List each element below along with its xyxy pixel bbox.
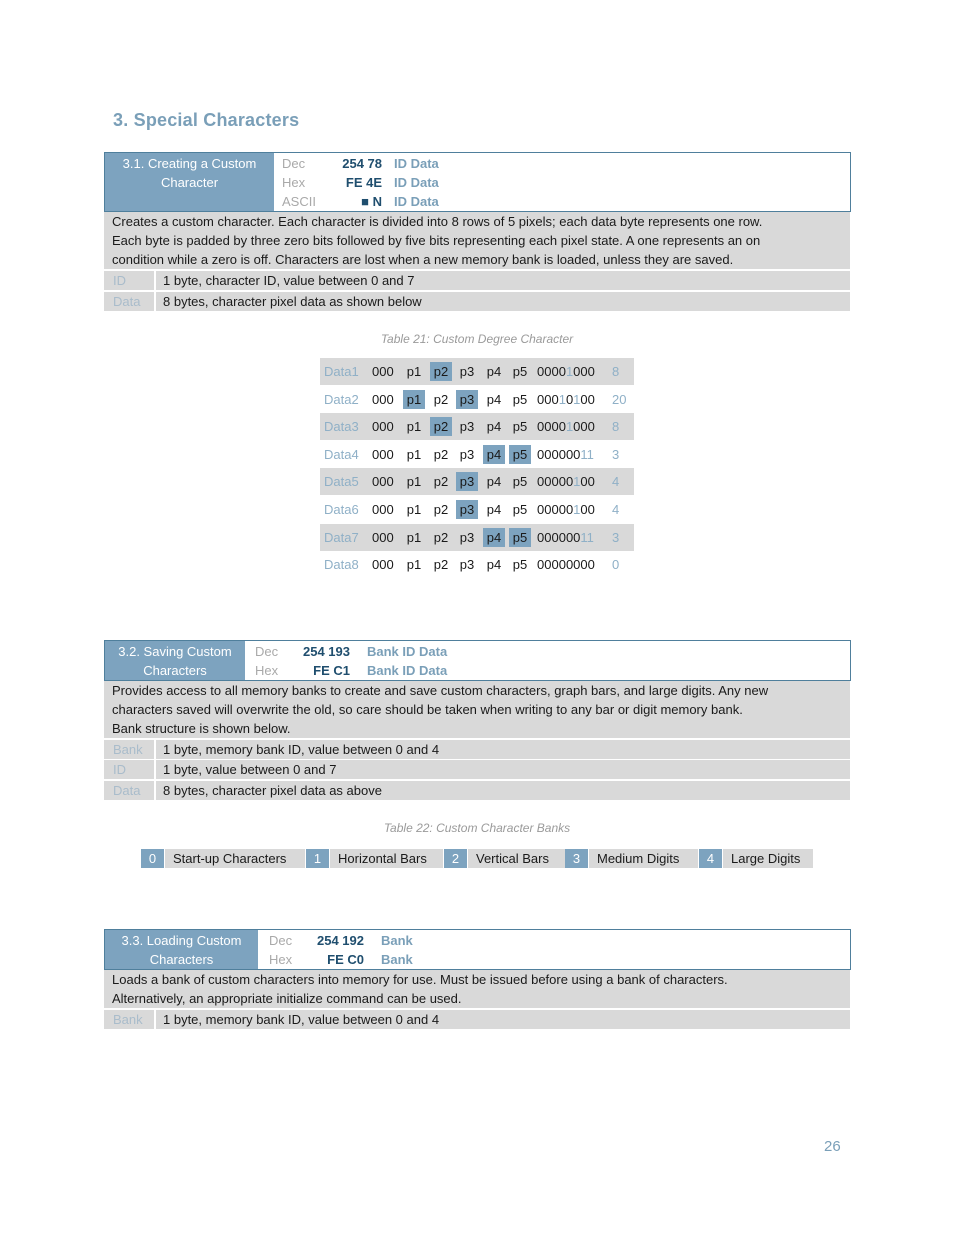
bank-id: 3 — [565, 849, 588, 868]
command-title-line-1: 3.3. Loading Custom — [121, 933, 242, 948]
hex-label: Hex — [255, 663, 279, 678]
padding-bits: 000 — [372, 446, 394, 462]
param-name: Data — [113, 783, 141, 798]
hex-label: Hex — [269, 952, 293, 967]
dec-label: Dec — [282, 156, 306, 171]
ascii-value: ■ N — [361, 194, 382, 209]
pixel-cell: p2 — [433, 391, 449, 407]
decimal-value: 3 — [612, 529, 620, 545]
dec-params: ID Data — [394, 156, 439, 171]
pixel-cell: p5 — [512, 502, 528, 517]
padding-bits: 000 — [372, 391, 394, 407]
pixel-cell: p1 — [406, 502, 422, 517]
row-name: Data4 — [324, 446, 359, 462]
table-22-caption: Table 22: Custom Character Banks — [383, 821, 571, 835]
command-description — [104, 212, 850, 269]
bank-name: Large Digits — [723, 849, 813, 868]
dec-params: Bank — [381, 933, 413, 948]
hex-value: FE C0 — [327, 952, 364, 967]
table-row — [320, 413, 634, 440]
pixel-cell: p2 — [433, 502, 449, 517]
pixel-cell: p2 — [430, 417, 452, 436]
padding-bits: 000 — [372, 502, 394, 517]
param-desc: 1 byte, memory bank ID, value between 0 and 4 — [163, 742, 440, 757]
ascii-label: ASCII — [282, 194, 316, 209]
pixel-cell: p3 — [456, 500, 478, 519]
bank-name: Start-up Characters — [165, 849, 305, 868]
param-name: Bank — [113, 1012, 143, 1027]
description-line: Creates a custom character. Each character is divided into 8 rows of 5 pixels; each data byte represents one row. — [112, 214, 763, 229]
pixel-cell: p1 — [406, 557, 422, 573]
pixel-cell: p5 — [512, 391, 528, 407]
pixel-cell: p5 — [512, 364, 528, 379]
param-desc: 1 byte, value between 0 and 7 — [163, 762, 337, 777]
description-line: Alternatively, an appropriate initialize command can be used. — [112, 991, 462, 1006]
pixel-cell: p2 — [433, 446, 449, 462]
hex-params: Bank — [381, 952, 413, 967]
table-row — [320, 524, 634, 551]
command-title — [105, 930, 258, 969]
bank-id: 1 — [306, 849, 329, 868]
padding-bits: 000 — [372, 364, 394, 379]
param-desc: 1 byte, character ID, value between 0 and 7 — [163, 273, 415, 288]
pixel-cell: p3 — [459, 419, 475, 435]
bank-id: 4 — [699, 849, 722, 868]
param-row-id — [104, 271, 850, 290]
decimal-value: 4 — [612, 474, 620, 490]
row-name: Data3 — [324, 419, 359, 435]
pixel-cell: p1 — [406, 419, 422, 435]
pixel-cell: p3 — [459, 364, 475, 379]
decimal-value: 3 — [612, 446, 620, 462]
pixel-cell: p2 — [433, 529, 449, 545]
param-row-data — [104, 781, 850, 800]
padding-bits: 000 — [372, 419, 394, 435]
table-21-caption: Table 21: Custom Degree Character — [380, 332, 574, 346]
param-row-bank — [104, 1010, 850, 1029]
binary-value: 00000011 — [537, 529, 594, 545]
pixel-cell: p2 — [433, 474, 449, 490]
description-line: Loads a bank of custom characters into memory for use. Must be issued before using a bank of characters. — [112, 972, 728, 987]
pixel-cell: p4 — [486, 557, 502, 573]
pixel-cell: p1 — [406, 529, 422, 545]
pixel-cell: p5 — [512, 557, 528, 573]
description-line: Provides access to all memory banks to create and save custom characters, graph bars, and large digits. Any new — [112, 683, 769, 698]
binary-value: 00000100 — [537, 502, 595, 517]
hex-label: Hex — [282, 175, 306, 190]
ascii-params: ID Data — [394, 194, 439, 209]
description-line: Bank structure is shown below. — [112, 721, 291, 736]
bank-name: Horizontal Bars — [330, 849, 443, 868]
dec-value: 254 193 — [303, 644, 350, 659]
bank-name: Vertical Bars — [468, 849, 565, 868]
binary-value: 00001000 — [537, 419, 595, 435]
pixel-cell: p2 — [433, 557, 449, 573]
pixel-cell: p4 — [483, 445, 505, 464]
pixel-cell: p4 — [486, 474, 502, 490]
description-line: condition while a zero is off. Characters are lost when a new memory bank is loaded, unless they are saved. — [112, 252, 734, 267]
command-title — [105, 153, 274, 211]
pixel-cell: p3 — [459, 446, 475, 462]
command-header-3-3 — [104, 929, 851, 970]
command-description — [104, 970, 850, 1008]
pixel-cell: p4 — [486, 502, 502, 517]
bank-id: 2 — [444, 849, 467, 868]
dec-params: Bank ID Data — [367, 644, 448, 659]
pixel-cell: p4 — [486, 364, 502, 379]
decimal-value: 0 — [612, 557, 620, 573]
command-title-line-1: 3.1. Creating a Custom — [122, 156, 257, 171]
pixel-cell: p1 — [406, 474, 422, 490]
pixel-cell: p4 — [486, 391, 502, 407]
command-title-line-2: Characters — [149, 952, 214, 967]
command-title-line-1: 3.2. Saving Custom — [118, 644, 232, 659]
table-row — [320, 441, 634, 468]
row-name: Data6 — [324, 502, 359, 517]
pixel-cell: p5 — [509, 445, 531, 464]
binary-value: 00000100 — [537, 474, 595, 490]
decimal-value: 8 — [612, 419, 620, 435]
decimal-value: 8 — [612, 364, 620, 379]
bank-name: Medium Digits — [589, 849, 698, 868]
table-row — [320, 358, 634, 385]
command-title-line-2: Characters — [143, 663, 207, 678]
hex-value: FE 4E — [345, 175, 382, 190]
row-name: Data1 — [324, 364, 359, 379]
custom-degree-table — [320, 358, 634, 579]
row-name: Data7 — [324, 529, 359, 545]
padding-bits: 000 — [372, 557, 394, 573]
description-line: Each byte is padded by three zero bits followed by five bits representing each pixel state. A one represents an on — [112, 233, 761, 248]
pixel-cell: p1 — [406, 364, 422, 379]
binary-value: 00001000 — [537, 364, 595, 379]
pixel-cell: p5 — [512, 419, 528, 435]
param-row-data — [104, 292, 850, 311]
dec-value: 254 78 — [342, 156, 382, 171]
binary-value: 00000011 — [537, 446, 594, 462]
row-name: Data8 — [324, 557, 359, 573]
pixel-cell: p4 — [486, 419, 502, 435]
dec-value: 254 192 — [317, 933, 364, 948]
command-title — [105, 641, 245, 680]
dec-label: Dec — [269, 933, 293, 948]
decimal-value: 4 — [612, 502, 620, 517]
table-row — [320, 386, 634, 413]
pixel-cell: p3 — [459, 529, 475, 545]
param-name: Bank — [113, 742, 143, 757]
command-title-line-2: Character — [160, 175, 219, 190]
command-header-3-1 — [104, 152, 851, 212]
binary-value: 00000000 — [537, 557, 595, 573]
pixel-cell: p3 — [456, 472, 478, 491]
dec-label: Dec — [255, 644, 279, 659]
param-desc: 1 byte, memory bank ID, value between 0 and 4 — [163, 1012, 440, 1027]
row-name: Data5 — [324, 474, 359, 490]
pixel-cell: p2 — [430, 362, 452, 381]
param-name: ID — [113, 762, 126, 777]
pixel-cell: p5 — [509, 528, 531, 547]
decimal-value: 20 — [612, 391, 627, 407]
description-line: characters saved will overwrite the old, so care should be taken when writing to any bar or digit memory bank. — [112, 702, 743, 717]
table-row — [320, 551, 634, 578]
page-number: 26 — [824, 1138, 841, 1155]
hex-params: Bank ID Data — [367, 663, 448, 678]
hex-params: ID Data — [394, 175, 439, 190]
command-description — [104, 681, 850, 738]
pixel-cell: p1 — [403, 390, 425, 409]
section-heading: 3. Special Characters — [113, 110, 300, 130]
pixel-cell: p3 — [459, 557, 475, 573]
param-row-bank — [104, 740, 850, 759]
row-name: Data2 — [324, 391, 359, 407]
param-row-id — [104, 760, 850, 779]
param-name: ID — [113, 273, 126, 288]
padding-bits: 000 — [372, 529, 394, 545]
param-desc: 8 bytes, character pixel data as above — [163, 783, 382, 798]
pixel-cell: p4 — [483, 528, 505, 547]
param-desc: 8 bytes, character pixel data as shown below — [163, 294, 422, 309]
table-row — [320, 468, 634, 495]
hex-value: FE C1 — [313, 663, 350, 678]
bank-id: 0 — [141, 849, 164, 868]
binary-value: 00010100 — [537, 391, 595, 407]
table-row — [320, 496, 634, 523]
padding-bits: 000 — [372, 474, 394, 490]
command-header-3-2 — [104, 640, 851, 681]
param-name: Data — [113, 294, 141, 309]
pixel-cell: p1 — [406, 446, 422, 462]
pixel-cell: p5 — [512, 474, 528, 490]
pixel-cell: p3 — [456, 390, 478, 409]
